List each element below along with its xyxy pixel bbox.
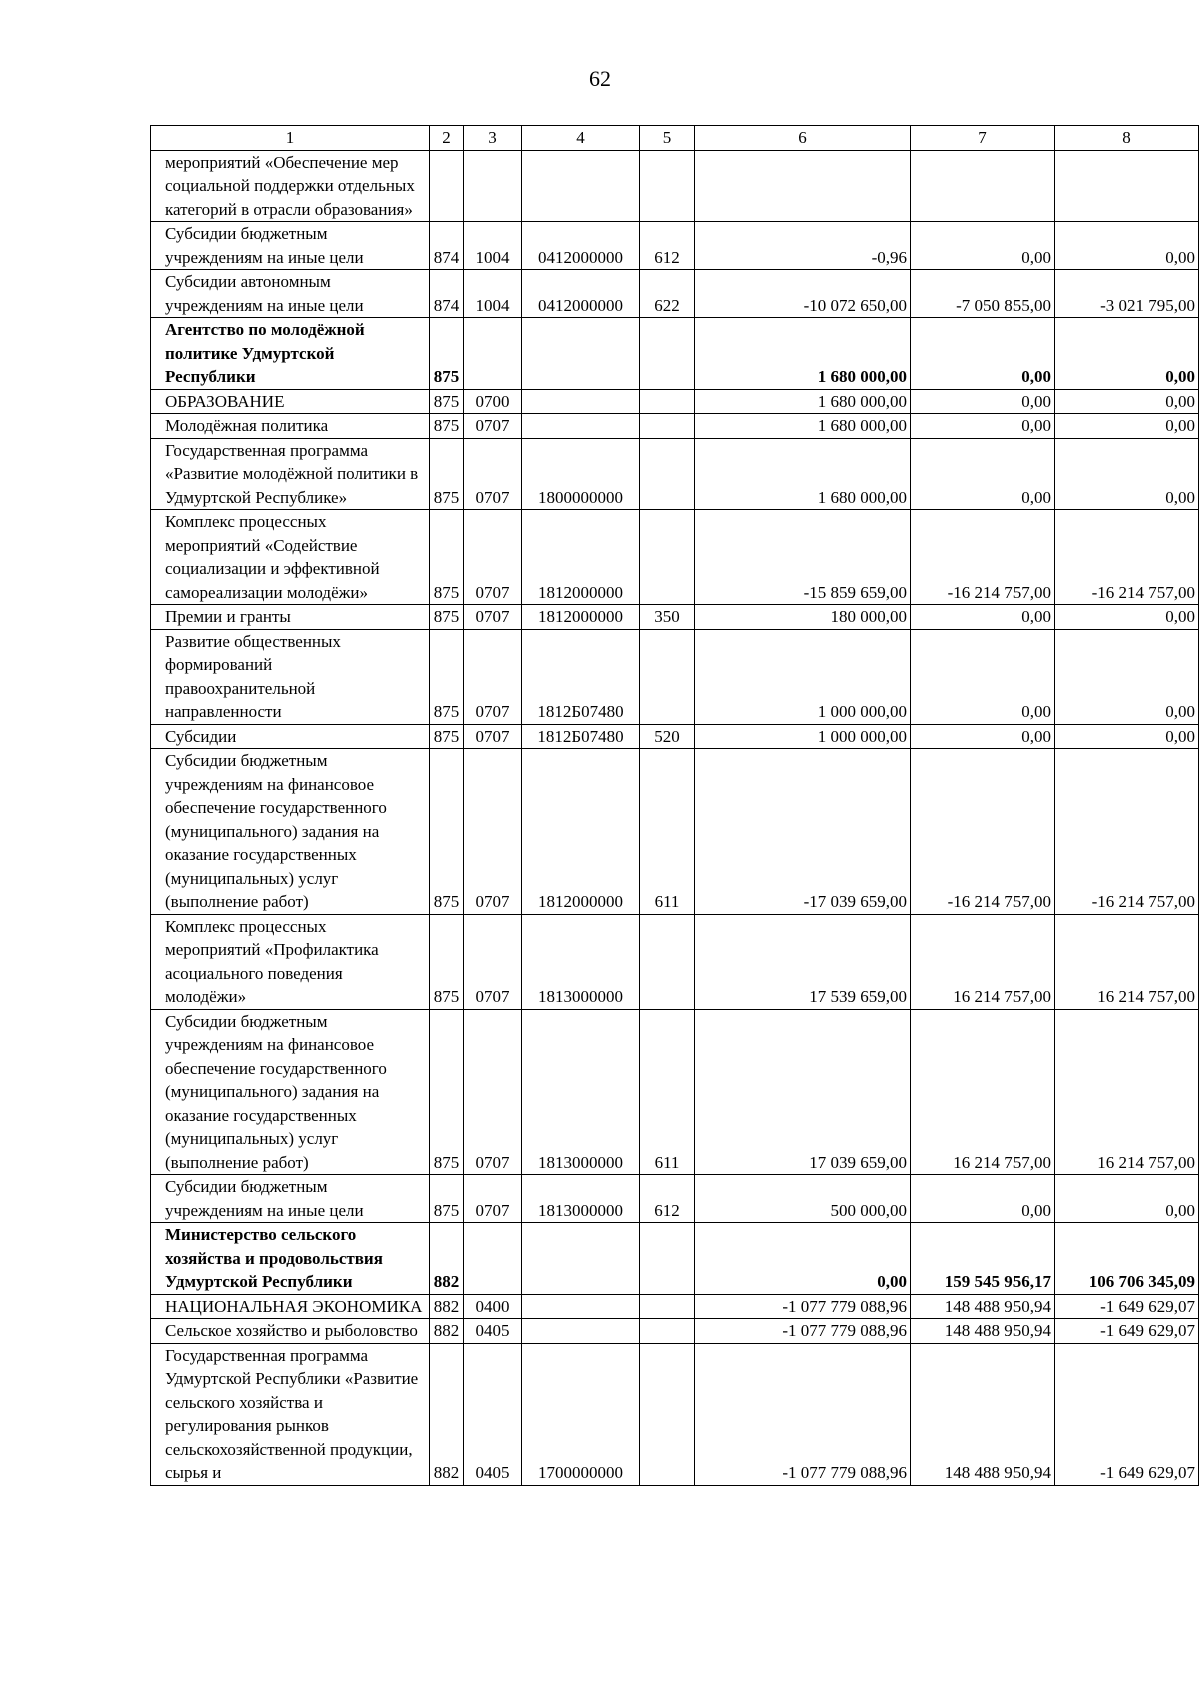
amount-col7-cell: 0,00 [911, 438, 1055, 510]
column-header: 6 [695, 126, 911, 151]
amount-col8-cell: -1 649 629,07 [1055, 1294, 1199, 1319]
amount-col7-cell: 0,00 [911, 389, 1055, 414]
amount-col7-cell: 148 488 950,94 [911, 1294, 1055, 1319]
row-name-cell: Молодёжная политика [151, 414, 430, 439]
section-code-cell: 1004 [464, 270, 522, 318]
table-row [151, 438, 1199, 510]
target-article-cell: 1812000000 [522, 749, 640, 915]
amount-col8-cell: 0,00 [1055, 414, 1199, 439]
target-article-cell [522, 150, 640, 222]
section-code-cell: 0707 [464, 1009, 522, 1175]
expense-type-cell: 622 [640, 270, 695, 318]
section-code-cell [464, 1223, 522, 1295]
admin-code-cell: 875 [430, 749, 464, 915]
admin-code-cell: 882 [430, 1319, 464, 1344]
amount-col6-cell: -1 077 779 088,96 [695, 1294, 911, 1319]
amount-col7-cell: 0,00 [911, 629, 1055, 724]
row-name-cell: ОБРАЗОВАНИЕ [151, 389, 430, 414]
admin-code-cell: 882 [430, 1343, 464, 1485]
expense-type-cell: 612 [640, 1175, 695, 1223]
expense-type-cell: 611 [640, 1009, 695, 1175]
amount-col8-cell: 16 214 757,00 [1055, 1009, 1199, 1175]
admin-code-cell: 875 [430, 318, 464, 390]
amount-col7-cell: 148 488 950,94 [911, 1343, 1055, 1485]
admin-code-cell: 875 [430, 438, 464, 510]
amount-col6-cell: 0,00 [695, 1223, 911, 1295]
admin-code-cell: 875 [430, 1009, 464, 1175]
amount-col6-cell: 17 539 659,00 [695, 914, 911, 1009]
amount-col7-cell: 0,00 [911, 222, 1055, 270]
amount-col8-cell: 0,00 [1055, 389, 1199, 414]
section-code-cell: 0405 [464, 1343, 522, 1485]
row-name-cell: Субсидии бюджетным учреждениям на иные цели [151, 222, 430, 270]
header-row [151, 126, 1199, 151]
table-row [151, 222, 1199, 270]
section-code-cell: 1004 [464, 222, 522, 270]
expense-type-cell: 611 [640, 749, 695, 915]
amount-col6-cell: 1 680 000,00 [695, 414, 911, 439]
section-code-cell: 0707 [464, 749, 522, 915]
target-article-cell: 1800000000 [522, 438, 640, 510]
amount-col8-cell: 16 214 757,00 [1055, 914, 1199, 1009]
amount-col7-cell [911, 150, 1055, 222]
amount-col8-cell: -16 214 757,00 [1055, 749, 1199, 915]
amount-col8-cell: 0,00 [1055, 222, 1199, 270]
table-row [151, 629, 1199, 724]
expense-type-cell [640, 1223, 695, 1295]
expense-type-cell [640, 1294, 695, 1319]
table-row [151, 1175, 1199, 1223]
amount-col7-cell: -16 214 757,00 [911, 510, 1055, 605]
section-code-cell: 0707 [464, 510, 522, 605]
section-code-cell: 0707 [464, 438, 522, 510]
table-row [151, 605, 1199, 630]
target-article-cell [522, 1319, 640, 1344]
amount-col7-cell: 16 214 757,00 [911, 914, 1055, 1009]
section-code-cell [464, 150, 522, 222]
table-row [151, 1319, 1199, 1344]
admin-code-cell: 882 [430, 1294, 464, 1319]
table-row [151, 510, 1199, 605]
expense-type-cell [640, 510, 695, 605]
row-name-cell: Развитие общественных формирований правоохранительной направленности [151, 629, 430, 724]
expense-type-cell [640, 318, 695, 390]
amount-col8-cell: 106 706 345,09 [1055, 1223, 1199, 1295]
target-article-cell: 1812Б07480 [522, 629, 640, 724]
target-article-cell: 1812000000 [522, 605, 640, 630]
admin-code-cell [430, 150, 464, 222]
expense-type-cell [640, 1319, 695, 1344]
column-header: 4 [522, 126, 640, 151]
amount-col8-cell: 0,00 [1055, 629, 1199, 724]
amount-col7-cell: 0,00 [911, 414, 1055, 439]
admin-code-cell: 875 [430, 605, 464, 630]
table-row [151, 1009, 1199, 1175]
admin-code-cell: 882 [430, 1223, 464, 1295]
row-name-cell: мероприятий «Обеспечение мер социальной поддержки отдельных категорий в отрасли образования» [151, 150, 430, 222]
row-name-cell: Государственная программа Удмуртской Республики «Развитие сельского хозяйства и регулирования рынков сельскохозяйственной продукции, сырья и [151, 1343, 430, 1485]
column-header: 3 [464, 126, 522, 151]
row-name-cell: Агентство по молодёжной политике Удмуртской Республики [151, 318, 430, 390]
table-row [151, 749, 1199, 915]
target-article-cell: 0412000000 [522, 270, 640, 318]
amount-col7-cell: 0,00 [911, 318, 1055, 390]
target-article-cell: 1813000000 [522, 914, 640, 1009]
target-article-cell: 1812000000 [522, 510, 640, 605]
amount-col6-cell: -0,96 [695, 222, 911, 270]
admin-code-cell: 875 [430, 724, 464, 749]
expense-type-cell [640, 150, 695, 222]
amount-col7-cell: 159 545 956,17 [911, 1223, 1055, 1295]
column-header: 1 [151, 126, 430, 151]
admin-code-cell: 874 [430, 222, 464, 270]
table-row [151, 414, 1199, 439]
table-body [151, 150, 1199, 1485]
section-code-cell [464, 318, 522, 390]
section-code-cell: 0707 [464, 914, 522, 1009]
target-article-cell: 1700000000 [522, 1343, 640, 1485]
row-name-cell: Министерство сельского хозяйства и продовольствия Удмуртской Республики [151, 1223, 430, 1295]
amount-col6-cell: 1 680 000,00 [695, 318, 911, 390]
section-code-cell: 0400 [464, 1294, 522, 1319]
amount-col8-cell: -1 649 629,07 [1055, 1319, 1199, 1344]
expense-type-cell [640, 438, 695, 510]
amount-col6-cell [695, 150, 911, 222]
amount-col6-cell: -1 077 779 088,96 [695, 1319, 911, 1344]
table-row [151, 914, 1199, 1009]
row-name-cell: Субсидии автономным учреждениям на иные цели [151, 270, 430, 318]
table-row [151, 270, 1199, 318]
admin-code-cell: 874 [430, 270, 464, 318]
expense-type-cell: 520 [640, 724, 695, 749]
amount-col8-cell: -1 649 629,07 [1055, 1343, 1199, 1485]
amount-col7-cell: -16 214 757,00 [911, 749, 1055, 915]
row-name-cell: Комплекс процессных мероприятий «Профилактика асоциального поведения молодёжи» [151, 914, 430, 1009]
amount-col8-cell: 0,00 [1055, 724, 1199, 749]
table-row [151, 150, 1199, 222]
table-row [151, 1223, 1199, 1295]
expense-type-cell: 612 [640, 222, 695, 270]
page-number: 62 [589, 66, 611, 91]
amount-col8-cell: 0,00 [1055, 318, 1199, 390]
expense-type-cell [640, 414, 695, 439]
expense-type-cell [640, 389, 695, 414]
amount-col7-cell: 148 488 950,94 [911, 1319, 1055, 1344]
target-article-cell [522, 1294, 640, 1319]
column-header: 8 [1055, 126, 1199, 151]
row-name-cell: Субсидии бюджетным учреждениям на финансовое обеспечение государственного (муниципального) задания на оказание государственных (муниципальных) услуг (выполнение работ) [151, 1009, 430, 1175]
target-article-cell [522, 414, 640, 439]
amount-col8-cell: 0,00 [1055, 605, 1199, 630]
section-code-cell: 0707 [464, 724, 522, 749]
section-code-cell: 0405 [464, 1319, 522, 1344]
amount-col6-cell: 500 000,00 [695, 1175, 911, 1223]
admin-code-cell: 875 [430, 414, 464, 439]
amount-col7-cell: 0,00 [911, 605, 1055, 630]
amount-col6-cell: 17 039 659,00 [695, 1009, 911, 1175]
row-name-cell: Сельское хозяйство и рыболовство [151, 1319, 430, 1344]
expense-type-cell [640, 629, 695, 724]
amount-col7-cell: 0,00 [911, 1175, 1055, 1223]
amount-col6-cell: 1 000 000,00 [695, 629, 911, 724]
amount-col6-cell: 1 000 000,00 [695, 724, 911, 749]
amount-col6-cell: 1 680 000,00 [695, 389, 911, 414]
admin-code-cell: 875 [430, 510, 464, 605]
budget-table [150, 125, 1199, 1486]
column-header: 5 [640, 126, 695, 151]
target-article-cell [522, 318, 640, 390]
amount-col8-cell: 0,00 [1055, 1175, 1199, 1223]
target-article-cell: 1813000000 [522, 1175, 640, 1223]
amount-col8-cell: 0,00 [1055, 438, 1199, 510]
amount-col6-cell: -10 072 650,00 [695, 270, 911, 318]
expense-type-cell [640, 1343, 695, 1485]
target-article-cell [522, 1223, 640, 1295]
amount-col8-cell: -3 021 795,00 [1055, 270, 1199, 318]
table-row [151, 1343, 1199, 1485]
target-article-cell [522, 389, 640, 414]
table-row [151, 1294, 1199, 1319]
amount-col8-cell: -16 214 757,00 [1055, 510, 1199, 605]
table-row [151, 389, 1199, 414]
section-code-cell: 0707 [464, 1175, 522, 1223]
expense-type-cell: 350 [640, 605, 695, 630]
admin-code-cell: 875 [430, 914, 464, 1009]
amount-col6-cell: -1 077 779 088,96 [695, 1343, 911, 1485]
target-article-cell: 1813000000 [522, 1009, 640, 1175]
expense-type-cell [640, 914, 695, 1009]
row-name-cell: Субсидии [151, 724, 430, 749]
amount-col7-cell: 16 214 757,00 [911, 1009, 1055, 1175]
column-header: 7 [911, 126, 1055, 151]
target-article-cell: 0412000000 [522, 222, 640, 270]
row-name-cell: Премии и гранты [151, 605, 430, 630]
row-name-cell: Субсидии бюджетным учреждениям на иные цели [151, 1175, 430, 1223]
row-name-cell: Государственная программа «Развитие молодёжной политики в Удмуртской Республике» [151, 438, 430, 510]
amount-col8-cell [1055, 150, 1199, 222]
amount-col7-cell: 0,00 [911, 724, 1055, 749]
amount-col7-cell: -7 050 855,00 [911, 270, 1055, 318]
row-name-cell: Субсидии бюджетным учреждениям на финансовое обеспечение государственного (муниципального) задания на оказание государственных (муниципальных) услуг (выполнение работ) [151, 749, 430, 915]
amount-col6-cell: 180 000,00 [695, 605, 911, 630]
section-code-cell: 0707 [464, 605, 522, 630]
amount-col6-cell: -17 039 659,00 [695, 749, 911, 915]
amount-col6-cell: 1 680 000,00 [695, 438, 911, 510]
table-row [151, 724, 1199, 749]
table-row [151, 318, 1199, 390]
amount-col6-cell: -15 859 659,00 [695, 510, 911, 605]
section-code-cell: 0707 [464, 629, 522, 724]
column-header: 2 [430, 126, 464, 151]
row-name-cell: НАЦИОНАЛЬНАЯ ЭКОНОМИКА [151, 1294, 430, 1319]
admin-code-cell: 875 [430, 389, 464, 414]
row-name-cell: Комплекс процессных мероприятий «Содействие социализации и эффективной самореализации молодёжи» [151, 510, 430, 605]
admin-code-cell: 875 [430, 629, 464, 724]
section-code-cell: 0700 [464, 389, 522, 414]
target-article-cell: 1812Б07480 [522, 724, 640, 749]
section-code-cell: 0707 [464, 414, 522, 439]
admin-code-cell: 875 [430, 1175, 464, 1223]
